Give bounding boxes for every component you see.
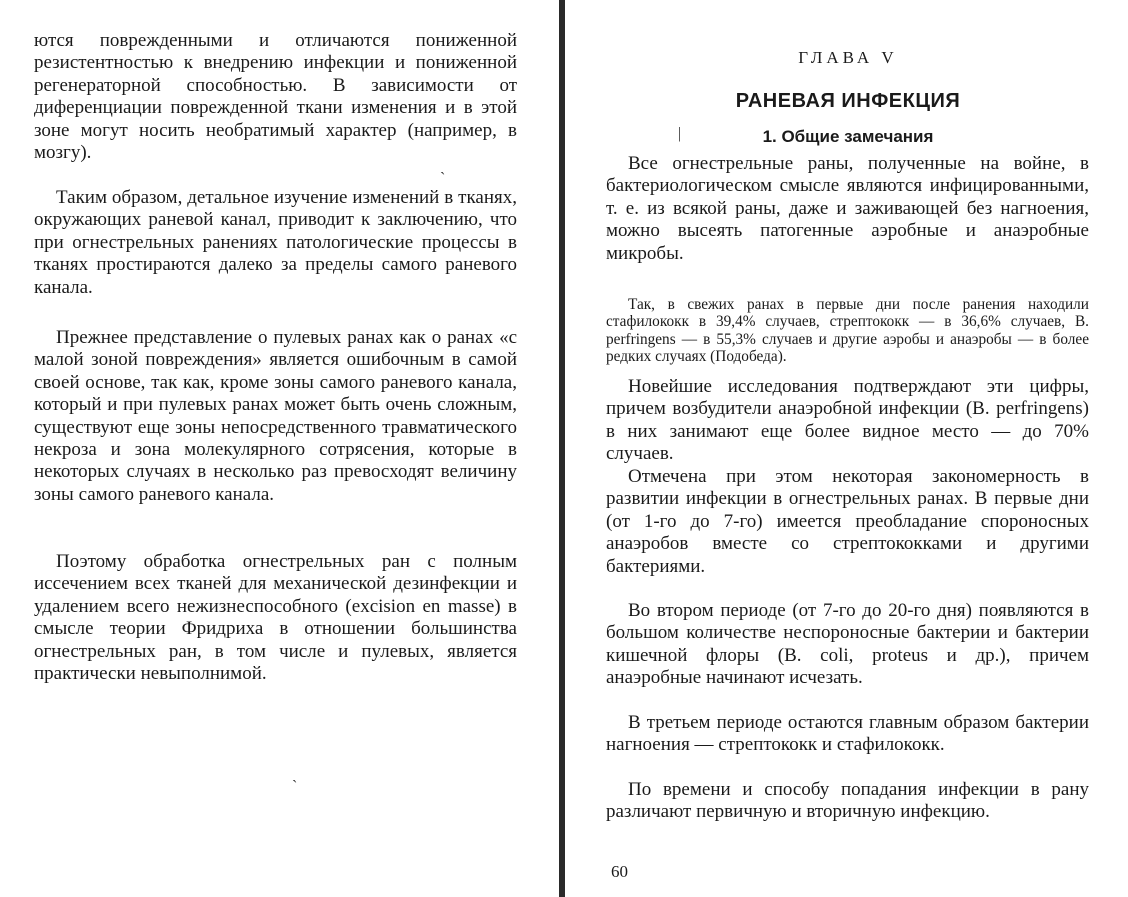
right-paragraph-3: Новейшие исследования подтверждают эти цифры, причем возбудители анаэробной инфекции (B. perfringens) в них занимают еще более видное место — до 70% случаев. [606,376,1089,465]
stray-mark: ` [292,778,298,795]
right-paragraph-5: Во втором периоде (от 7-го до 20-го дня) появляются в большом количестве неспороносные бактерии и бактерии кишечной флоры (B. coli, proteus и др.), причем анаэробные начинают исчезать. [606,600,1089,689]
chapter-heading: ГЛАВА V [798,48,898,67]
right-paragraph-4: Отмечена при этом некоторая закономерность в развитии инфекции в огнестрельных ранах. В первые дни (от 1-го до 7-го) имеется преобладание спороносных анаэробов вместе со стрептококками и другими бактериями. [606,466,1089,577]
chapter-title: РАНЕВАЯ ИНФЕКЦИЯ [735,90,961,112]
left-paragraph-4: Поэтому обработка огнестрельных ран с полным иссечением всех тканей для механической дезинфекции и удалением всего нежизнеспособного (excision en masse) в смысле теории Фридриха в отношении большинства огнестрельных ран, в том числе и пулевых, является практически невыполнимой. [34,551,517,685]
right-paragraph-6: В третьем периоде остаются главным образом бактерии нагноения — стрептококк и стафилококк. [606,712,1089,756]
left-paragraph-2: Таким образом, детальное изучение изменений в тканях, окружающих раневой канал, приводит к заключению, что при огнестрельных ранениях патологические процессы в тканях простираются далеко за пределы самого раневого канала. [34,187,517,298]
right-paragraph-7: По времени и способу попадания инфекции в рану различают первичную и вторичную инфекцию. [606,779,1089,823]
right-paragraph-2-small: Так, в свежих ранах в первые дни после ранения находили стафилококк в 39,4% случаев, стрептококк — в 36,6% случаев, B. perfringens — в 55,3% случаев и другие аэробы и анаэробы — в более редких случаях (Подобеда). [606,296,1089,366]
left-paragraph-3: Прежнее представление о пулевых ранах как о ранах «с малой зоной повреждения» является ошибочным в самой своей основе, так как, кроме зоны самого раневого канала, который и при пулевых ранах может быть очень сложным, существуют еще зоны непосредственного травматического некроза и зона молекулярного сотрясения, которые в некоторых случаях в несколько раз превосходят величину зоны самого раневого канала. [34,327,517,505]
stray-mark: ` [440,170,446,187]
page-divider [559,0,565,897]
right-paragraph-1: Все огнестрельные раны, полученные на войне, в бактериологическом смысле являются инфицированными, т. е. из всякой раны, даже и заживающей без нагноения, можно высеять патогенные аэробные и анаэробные микробы. [606,153,1089,264]
left-page [0,0,560,897]
page-number: 60 [611,862,628,881]
right-page [568,0,1128,897]
left-paragraph-1: ются поврежденными и отличаются пониженной резистентностью к внедрению инфекции и пониженной регенераторной способностью. В зависимости от диференциации поврежденной ткани изменения и в этой зоне могут носить необратимый характер (например, в мозгу). [34,30,517,164]
section-heading: 1. Общие замечания [762,127,934,146]
stray-mark: | [678,125,682,142]
